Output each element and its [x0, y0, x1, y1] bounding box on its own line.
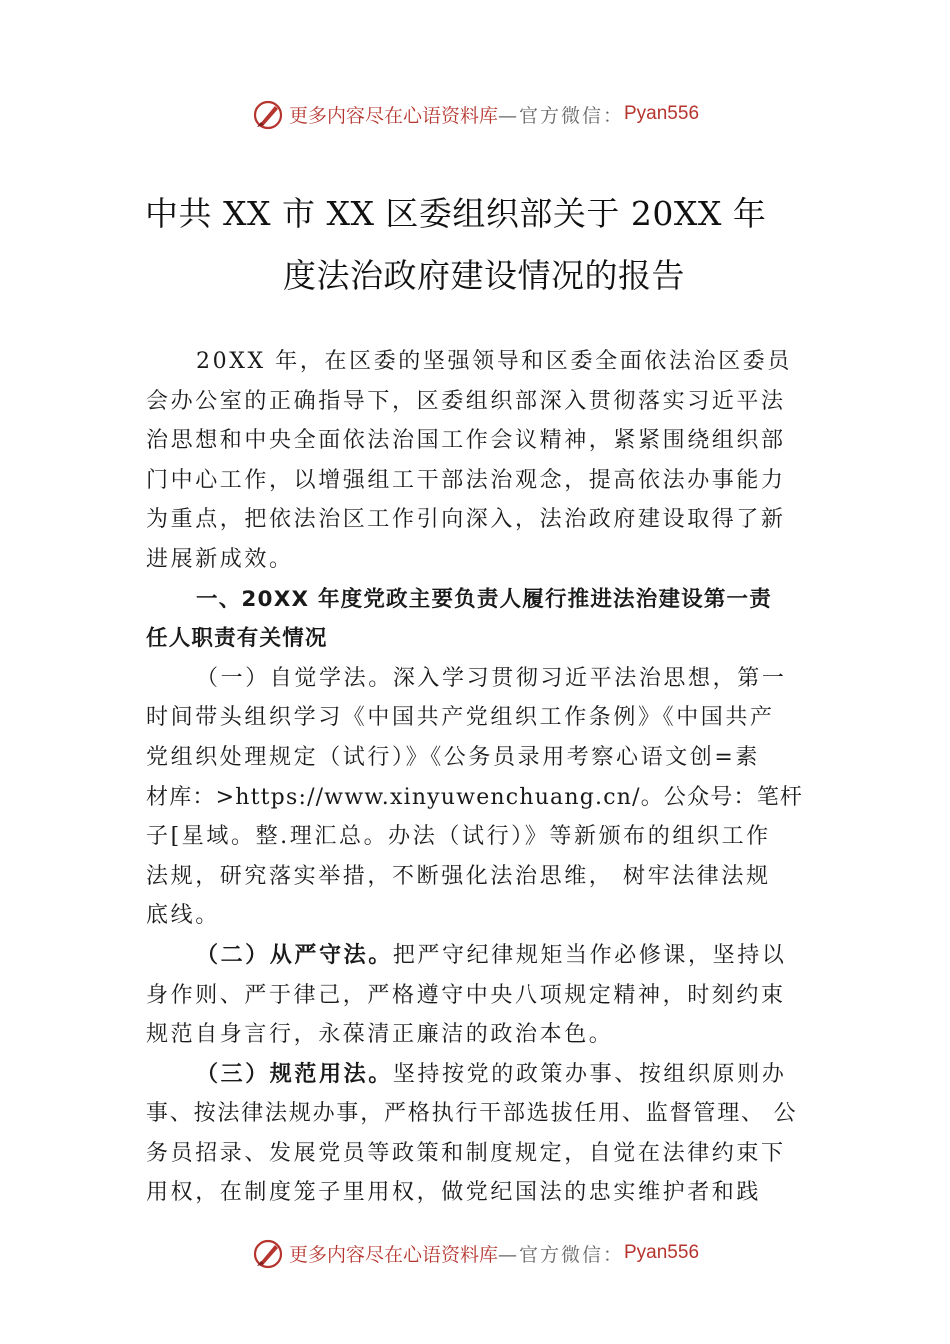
intro-line: 门中心工作，以增强组工干部法治观念，提高依法办事能力 [146, 467, 786, 493]
document-title-line1: 中共 XX 市 XX 区委组织部关于 20XX 年 [145, 194, 767, 233]
intro-line: 20XX 年，在区委的坚强领导和区委全面依法治区委员 [196, 349, 792, 374]
item3-line: 用权，在制度笼子里用权，做党纪国法的忠实维护者和践 [146, 1180, 762, 1206]
intro-line: 为重点，把依法治区工作引向深入，法治政府建设取得了新 [146, 507, 786, 533]
document-body [146, 342, 806, 1213]
intro-line: 进展新成效。 [146, 546, 294, 572]
intro-line: 会办公室的正确指导下，区委组织部深入贯彻落实习近平法 [146, 388, 786, 414]
item2-line: 身作则、严于律己，严格遵守中央八项规定精神，时刻约束 [146, 982, 786, 1008]
item1-line [146, 659, 806, 699]
section-heading: 一、20XX 年度党政主要负责人履行推进法治建设第一责 [196, 586, 772, 612]
banner-wechat-id: Pyan556 [624, 1242, 700, 1263]
banner-library-text: 更多内容尽在心语资料库 [288, 104, 498, 127]
document-title-line2: 度法治政府建设情况的报告 [283, 256, 685, 295]
item1-text: 深入学习贯彻习近平法治思想，第一 [392, 665, 787, 691]
item1-line: 党组织处理规定（试行）》《公务员录用考察心语文创=素 [146, 744, 761, 770]
item2-lead: （二）从严守法。 [196, 941, 393, 968]
header-watermark [0, 94, 950, 134]
item2-text: 把严守纪律规矩当作必修课，坚持以 [392, 942, 787, 968]
item2-line: 规范自身言行，永葆清正廉洁的政治本色。 [146, 1022, 614, 1048]
banner-library-text: 更多内容尽在心语资料库 [288, 1243, 498, 1266]
item2-line [146, 936, 806, 976]
pen-logo-icon [251, 1236, 285, 1270]
item3-lead: （三）规范用法。 [196, 1060, 393, 1087]
footer-watermark [0, 1233, 950, 1273]
item1-line: 材库：>https://www.xinyuwenchuang.cn/。公众号：笔杆 [146, 784, 804, 810]
intro-line: 治思想和中央全面依法治国工作会议精神，紧紧围绕组织部 [146, 428, 786, 454]
item1-line: 底线。 [146, 903, 220, 929]
item1-line: 子[星域。整.理汇总。办法（试行）》等新颁布的组织工作 [146, 824, 771, 850]
item1-line: 时间带头组织学习《中国共产党组织工作条例》《中国共产 [146, 705, 775, 731]
section-heading: 任人职责有关情况 [146, 626, 328, 652]
item1-lead: （一）自觉学法。 [196, 665, 393, 691]
item3-text: 坚持按党的政策办事、按组织原则办 [392, 1061, 787, 1087]
item3-line: 事、按法律法规办事，严格执行干部选拔任用、监督管理、 公 [146, 1101, 798, 1127]
banner-wechat-label: —官方微信： [497, 104, 624, 127]
banner-wechat-label: —官方微信： [497, 1243, 624, 1266]
banner-wechat-id: Pyan556 [624, 103, 700, 124]
pen-logo-icon [251, 97, 285, 131]
item3-line [146, 1055, 806, 1095]
item1-line: 法规，研究落实举措，不断强化法治思维， 树牢法律法规 [146, 863, 771, 889]
item3-line: 务员招录、发展党员等政策和制度规定，自觉在法律约束下 [146, 1140, 786, 1166]
